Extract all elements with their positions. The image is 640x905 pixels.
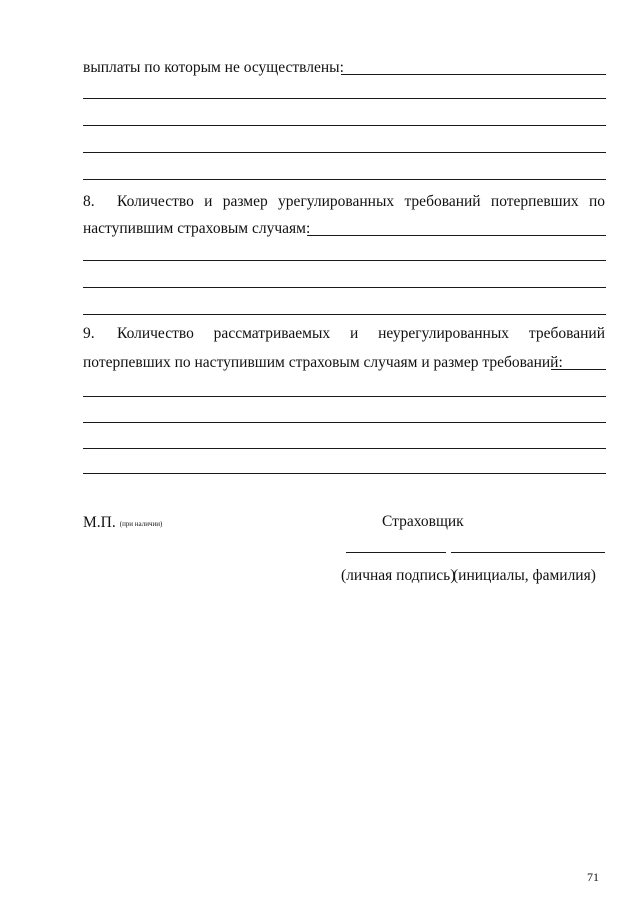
page-number: 71	[587, 870, 599, 884]
section9-number: 9.	[83, 325, 95, 342]
signature-caption: (личная подпись)	[341, 567, 456, 584]
answer-line	[83, 422, 606, 423]
section8-line1	[83, 192, 605, 212]
answer-line	[83, 448, 606, 449]
stamp-note: (при наличии)	[119, 520, 163, 528]
answer-line	[83, 473, 606, 474]
stamp-label: М.П.	[83, 514, 116, 531]
section8-text-line2: наступившим страховым случаям:	[83, 220, 311, 237]
answer-line	[83, 260, 606, 261]
answer-line	[83, 125, 606, 126]
name-line	[451, 552, 605, 553]
name-caption: (инициалы, фамилия)	[453, 567, 596, 584]
answer-line	[307, 235, 606, 236]
answer-line	[83, 396, 606, 397]
answer-line	[83, 152, 606, 153]
answer-line	[341, 74, 606, 75]
section9-line1	[83, 324, 605, 344]
insurer-label: Страховщик	[382, 513, 464, 530]
answer-line	[83, 179, 606, 180]
answer-line	[83, 98, 606, 99]
section8-number: 8.	[83, 193, 95, 210]
answer-line	[83, 287, 606, 288]
section7-tail-text: выплаты по которым не осуществлены:	[83, 59, 344, 76]
section8-text-line1: Количество и размер урегулированных требований потерпевших по	[117, 193, 605, 210]
answer-line	[83, 314, 606, 315]
section9-text-line1: Количество рассматриваемых и неурегулированных требований	[117, 325, 605, 342]
signature-line	[346, 552, 446, 553]
section9-text-line2: потерпевших по наступившим страховым случаям и размер требований:	[83, 354, 563, 371]
stamp-place	[83, 513, 162, 534]
answer-line	[551, 369, 606, 370]
